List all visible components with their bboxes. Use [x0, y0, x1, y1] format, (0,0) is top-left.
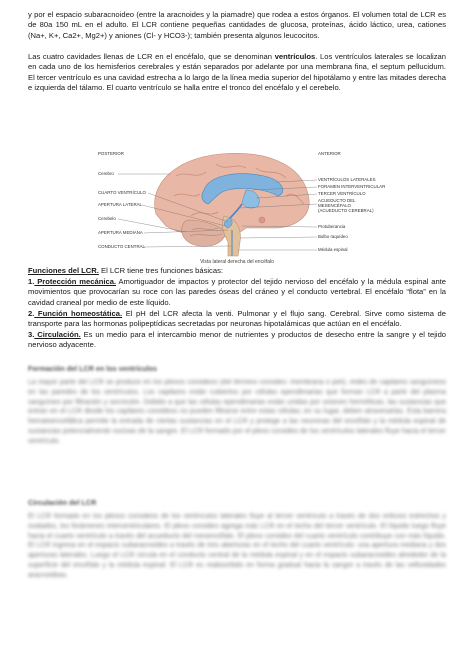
label-tercer-ventriculo: TERCER VENTRÍCULO — [318, 191, 366, 196]
label-bulbo: Bulbo raquídeo — [318, 234, 348, 239]
blurred-paragraph-circulacion-text: El LCR formado en los plexos coroideos de los ventrículos laterales fluye al tercer ventrículo a través de dos orificios estrechos y ovalados, los forámenes interventriculares. El plexo coroideo agrega más LCR en el techo del tercer ventrículo. El líquido luego fluye hacia el cuarto ventrículo a través del acueducto del mesencéfalo. El plexo coroideo del cuarto ventrículo contribuye con más líquido. El LCR ingresa en el espacio subaracnoideo a través de tres aberturas en el techo del cuarto ventrículo: una apertura mediana y dos aperturas laterales. Luego el LCR circula en el conducto central de la médula espinal y en el espacio subaracnoideo alrededor de la superficie del encéfalo y la médula espinal. El LCR es reabsorbido en forma gradual hacia la sangre a través de las vellosidades aracnoideas. — [28, 513, 446, 579]
funciones-heading: Funciones del LCR. — [28, 266, 99, 275]
paragraph-ventricles — [28, 52, 446, 94]
funciones-intro: El LCR tiene tres funciones básicas: — [98, 266, 223, 275]
brain-ventricles-figure — [96, 146, 386, 256]
paragraph-intro-text: y por el espacio subaracnoideo (entre la aracnoides y la piamadre) que rodea a estos órganos. El volumen total de LCR es de 80a 150 mL en el adulto. El LCR contiene pequeñas cantidades de glucosa, proteínas, ácido láctico, urea, cationes (Na+, K+, Ca2+, Mg2+) y aniones (Cl- y HCO3-); también presenta algunos leucocitos. — [28, 10, 446, 40]
funcion-1-title: Protección mecánica. — [34, 277, 117, 286]
funcion-2-title: Función homeostática. — [34, 309, 123, 318]
label-apertura-lateral: APERTURA LATERAL — [98, 202, 143, 207]
funcion-1-num: 1. — [28, 277, 35, 286]
funcion-3-title: Circulación. — [34, 330, 81, 339]
label-posterior: POSTERIOR — [98, 151, 124, 156]
label-cuarto-ventriculo: CUARTO VENTRÍCULO — [98, 190, 146, 195]
label-acueducto-1: ACUEDUCTO DEL — [318, 198, 356, 203]
label-cerebro: Cerebro — [98, 171, 114, 176]
funcion-1-text: Amortiguador de impactos y protector del tejido nervioso del encéfalo y la médula espinal ante movimientos que provocarían su roce con las paredes óseas del cráneo y el conducto vertebral. El encéfalo “flota” en la cavidad craneal por medio de este líquido. — [28, 277, 446, 307]
label-protuberancia: Protuberancia — [318, 224, 346, 229]
label-foramen: FORAMEN INTERVENTRICULAR — [318, 184, 386, 189]
blurred-paragraph-formacion — [28, 378, 446, 488]
label-acueducto-3: (ACUEDUCTO CEREBRAL) — [318, 208, 374, 213]
blurred-paragraph-formacion-text: La mayor parte del LCR se produce en los plexos coroideos (del término coroides: membrana o piel), redes de capilares sanguíneos en las paredes de los ventrículos. Los capilares están cubiertos por células ependimarias que forman LCR a partir del plasma sanguíneo por filtración y secreción. Debido a que las células ependimarias están unidas por uniones herméticas, las sustancias que entran en el LCR desde los capilares coroideos no pueden filtrarse entre estas células; en su lugar, deben atravesarlas. Esta barrera hematoencefálica permite la entrada de ciertas sustancias en el LCR y protege a las neuronas del encéfalo y la médula espinal de sustancias potencialmente nocivas de la sangre. El LCR formado por el plexo coroideo de los ventrículos laterales fluye hacia el tercer ventrículo. — [28, 379, 446, 445]
pituitary-shape — [259, 217, 265, 223]
label-conducto-central: CONDUCTO CENTRAL — [98, 244, 145, 249]
blurred-heading-circulacion: Circulación del LCR — [28, 498, 97, 507]
funcion-2-text: El pH del LCR afecta la venti. Pulmonar y el flujo sang. Cerebral. Sirve como sistema de transporte para las hormonas polipeptídicas secretadas por neuronas hipotalámicas que actúan en el encéfalo. — [28, 309, 446, 329]
label-medula: Médula espinal — [318, 247, 348, 252]
label-ventriculos-laterales: VENTRÍCULOS LATERALES — [318, 177, 376, 182]
funcion-2 — [28, 309, 446, 330]
label-anterior: ANTERIOR — [318, 151, 341, 156]
paragraph-ventricles-text-a: Las cuatro cavidades llenas de LCR en el encéfalo, que se denominan — [28, 52, 275, 61]
blurred-paragraph-circulacion — [28, 512, 446, 652]
label-apertura-mediana: APERTURA MEDIANA — [98, 230, 143, 235]
paragraph-ventricles-text-b: . Los ventrículos laterales se localizan en cada uno de los hemisferios cerebrales y están separados por adelante por una membrana fina, el septum pellucidum. El tercer ventrículo es una cavidad estrecha a lo largo de la línea media superior del hipotálamo y entre las mitades derecha e izquierda del tálamo. El cuarto ventrículo se halla entre el tronco del encéfalo y el cerebelo. — [28, 52, 446, 93]
funcion-1 — [28, 277, 446, 308]
funcion-3 — [28, 330, 447, 350]
funciones-heading-line — [28, 266, 446, 276]
funcion-2-num: 2. — [28, 309, 35, 318]
funcion-3-text: Es un medio para el intercambio menor de nutrientes y productos de desecho entre la sangre y el tejido nervioso adyacente. — [28, 330, 447, 350]
funcion-3-num: 3. — [28, 330, 35, 339]
label-acueducto-2: MESENCÉFALO — [318, 203, 351, 208]
figure-caption: Vista lateral derecha del encéfalo — [200, 259, 274, 265]
blurred-heading-formacion: Formación del LCR en los ventrículos — [28, 364, 157, 373]
paragraph-intro — [28, 10, 446, 41]
ventriculos-term: ventrículos — [274, 52, 316, 61]
label-cerebelo: Cerebelo — [98, 216, 116, 221]
